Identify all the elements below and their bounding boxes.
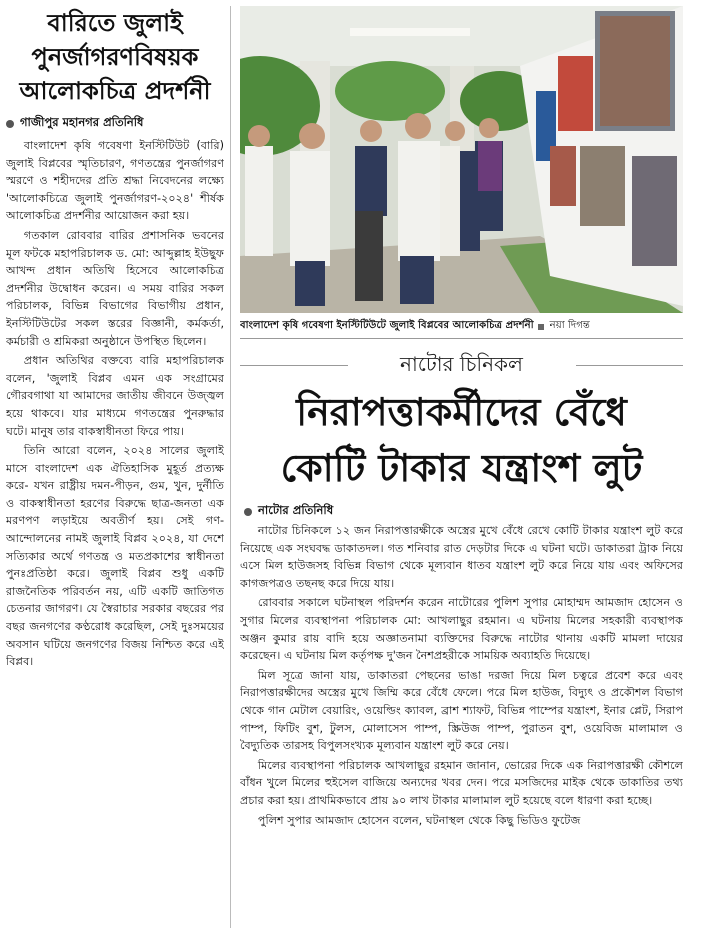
right-paragraph: মিল সূত্রে জানা যায়, ডাকাতরা পেছনের ভাঙা দরজা দিয়ে মিল চত্বরে প্রবেশ করে এবং নিরাপত্তারক্ষীদের অস্ত্রের মুখে জিম্মি করে বেঁধে ফেলে। পরে মিল হাউজ, বিদ্যুৎ ও প্রকৌশল বিভাগ থেকে গান মেটাল বেয়ারিং, ওয়েল্ডিং ক্যাবল, ব্রাশ শ্যাফট, বিভিন্ন পাম্পের যন্ত্রাংশ, ইনার প্লেট, সিরাপ পাম্প, ফিটিং বুশ, টুলস, মোলাসেস পাম্প, স্ক্রিউজ পাম্প, পুরাতন বুশ, ওয়েবিজ মালামাল ও বৈদ্যুতিক তারসহ বিপুলসংখ্যক মূল্যবান যন্ত্রাংশ লুট করে নেয়। — [240, 668, 683, 753]
caption-divider — [240, 338, 683, 339]
right-paragraph: নাটোর চিনিকলে ১২ জন নিরাপত্তারক্ষীকে অস্ত্রের মুখে বেঁধে রেখে কোটি টাকার যন্ত্রাংশ লুট করে নিয়েছে এক সংঘবদ্ধ ডাকাতদল। গত শনিবার রাত দেড়টার দিকে এ ঘটনা ঘটে। ডাকাতরা ট্রাক নিয়ে এসে মিল হাউজসহ বিভিন্ন বিভাগ থেকে মূল্যবান ধাতব যন্ত্রাংশ লুট করে নিয়ে যায় এবং অফিসের কাগজপত্রও তছনছ করে দিয়ে যায়। — [240, 524, 683, 590]
right-paragraph: মিলের ব্যবস্থাপনা পরিচালক আখলাছুর রহমান জানান, ভোরের দিকে এক নিরাপত্তারক্ষী কৌশলে বাঁধন খুলে মিলের হুইসেল বাজিয়ে অন্যদের খবর দেন। পরে মসজিদের মাইক থেকে ডাকাতির তথ্য প্রচার করা হয়। প্রাথমিকভাবে প্রায় ৯০ লাখ টাকার মালামাল লুট হয়েছে বলে ধারণা করা হচ্ছে। — [240, 758, 683, 807]
right-kicker: নাটোর চিনিকল — [400, 352, 523, 376]
right-byline-text: নাটোর প্রতিনিধি — [258, 503, 334, 517]
column-divider — [230, 6, 231, 928]
right-byline — [244, 502, 333, 521]
left-paragraph: বাংলাদেশ কৃষি গবেষণা ইনস্টিটিউট (বারি) জুলাই বিপ্লবের স্মৃতিচারণ, গণতন্ত্রের পুনর্জাগরণ স্মরণে ও শহীদদের প্রতি শ্রদ্ধা নিবেদনের লক্ষ্যে 'আলোকচিত্রে জুলাই পুনর্জাগরণ-২০২৪' শীর্ষক আলোকচিত্র প্রদর্শনীর আয়োজন করা হয়। — [6, 139, 224, 223]
kicker-rule-right — [576, 365, 683, 366]
photo-illustration — [240, 6, 683, 313]
left-paragraph: গতকাল রোববার বারির প্রশাসনিক ভবনের মূল ফটকে মহাপরিচালক ড. মো: আব্দুল্লাহ ইউছুফ আখন্দ প্রধান অতিথি হিসেবে আলোকচিত্র প্রদর্শনীর উদ্বোধন করেন। এ সময় বারির সকল পরিচালক, বিভিন্ন বিভাগের বিভাগীয় প্রধান, ইনস্টিটিউটের সকল স্তরের বিজ্ঞানী, কর্মকর্তা, কর্মচারী ও শ্রমিকরা অনুষ্ঠানে উপস্থিত ছিলেন। — [6, 228, 224, 348]
left-headline-line: আলোকচিত্র প্রদর্শনী — [19, 76, 211, 105]
left-paragraph: তিনি আরো বলেন, ২০২৪ সালের জুলাই মাসে বাংলাদেশ এক ঐতিহাসিক মুহূর্ত প্রত্যক্ষ করে- যখন রাষ্ট্রীয় দমন-পীড়ন, গুম, খুন, দুর্নীতি ও বাকস্বাধীনতা হরণের বিরুদ্ধে ছাত্র-জনতা এক মরণপণ লড়াইয়ে অবতীর্ণ হয়। সেই গণ-আন্দোলনের নামই জুলাই বিপ্লব ২০২৪, যা দেশে সত্যিকার অর্থে গণতন্ত্র ও মতপ্রকাশের স্বাধীনতা পুনঃপ্রতিষ্ঠা করে। জুলাই বিপ্লব শুধু একটি রাজনৈতিক পরিবর্তন নয়, এটি একটি জাতিগত চেতনার জাগরণ। যে স্বৈরাচার সরকার বছরের পর বছর জনগণের কণ্ঠরোধ করেছিল, সেই দুঃসময়ের অবসান ঘটিয়ে জনগণের বিজয় নিশ্চিত করে এই বিপ্লব। — [6, 444, 224, 669]
exhibition-photo — [240, 6, 683, 313]
square-bullet-icon — [538, 324, 544, 330]
bullet-icon — [6, 120, 14, 128]
left-headline-line: পুনর্জাগরণবিষয়ক — [31, 42, 199, 71]
photo-caption — [240, 318, 683, 335]
photo-credit: নয়া দিগন্ত — [549, 320, 590, 331]
right-paragraph: রোববার সকালে ঘটনাস্থল পরিদর্শন করেন নাটোরের পুলিশ সুপার মোহাম্মদ আমজাদ হোসেন ও সুগার মিলের ব্যবস্থাপনা পরিচালক মো: আখলাছুর রহমান। এ ঘটনায় মিলের সহকারী ব্যবস্থাপক অঞ্জন কুমার রায় বাদি হয়ে অজ্ঞাতনামা ব্যক্তিদের বিরুদ্ধে নাটোর থানায় একটি মামলা দায়ের করেছেন। এ ঘটনায় মিল কর্তৃপক্ষ দু'জন নৈশপ্রহরীকে সাময়িক অব্যাহতি দিয়েছে। — [240, 596, 683, 663]
right-headline-line: নিরাপত্তাকর্মীদের বেঁধে — [296, 389, 627, 434]
right-headline-line: কোটি টাকার যন্ত্রাংশ লুট — [280, 445, 643, 490]
right-headline — [240, 384, 683, 496]
right-article-body — [240, 522, 683, 934]
right-paragraph: পুলিশ সুপার আমজাদ হোসেন বলেন, ঘটনাস্থল থেকে কিছু ভিডিও ফুটেজ — [257, 813, 581, 827]
left-byline — [6, 114, 224, 133]
left-paragraph: প্রধান অতিথির বক্তব্যে বারি মহাপরিচালক বলেন, 'জুলাই বিপ্লব এমন এক সংগ্রামের গৌরবগাথা যা আমাদের জাতীয় জীবনে উজ্জ্বল হয়ে থাকবে। যার মাধ্যমে গণতন্ত্রের পুনরুদ্ধার ঘটে। মানুষ তার বাকস্বাধীনতা ফিরে পায়। — [6, 354, 224, 438]
left-article — [6, 6, 224, 930]
bullet-icon — [244, 508, 252, 516]
left-headline-line: বারিতে জুলাই — [47, 8, 183, 37]
left-headline — [6, 6, 224, 108]
left-byline-text: গাজীপুর মহানগর প্রতিনিধি — [20, 115, 144, 129]
photo-caption-text: বাংলাদেশ কৃষি গবেষণা ইনস্টিটিউটে জুলাই বিপ্লবের আলোকচিত্র প্রদর্শনী — [240, 320, 534, 331]
